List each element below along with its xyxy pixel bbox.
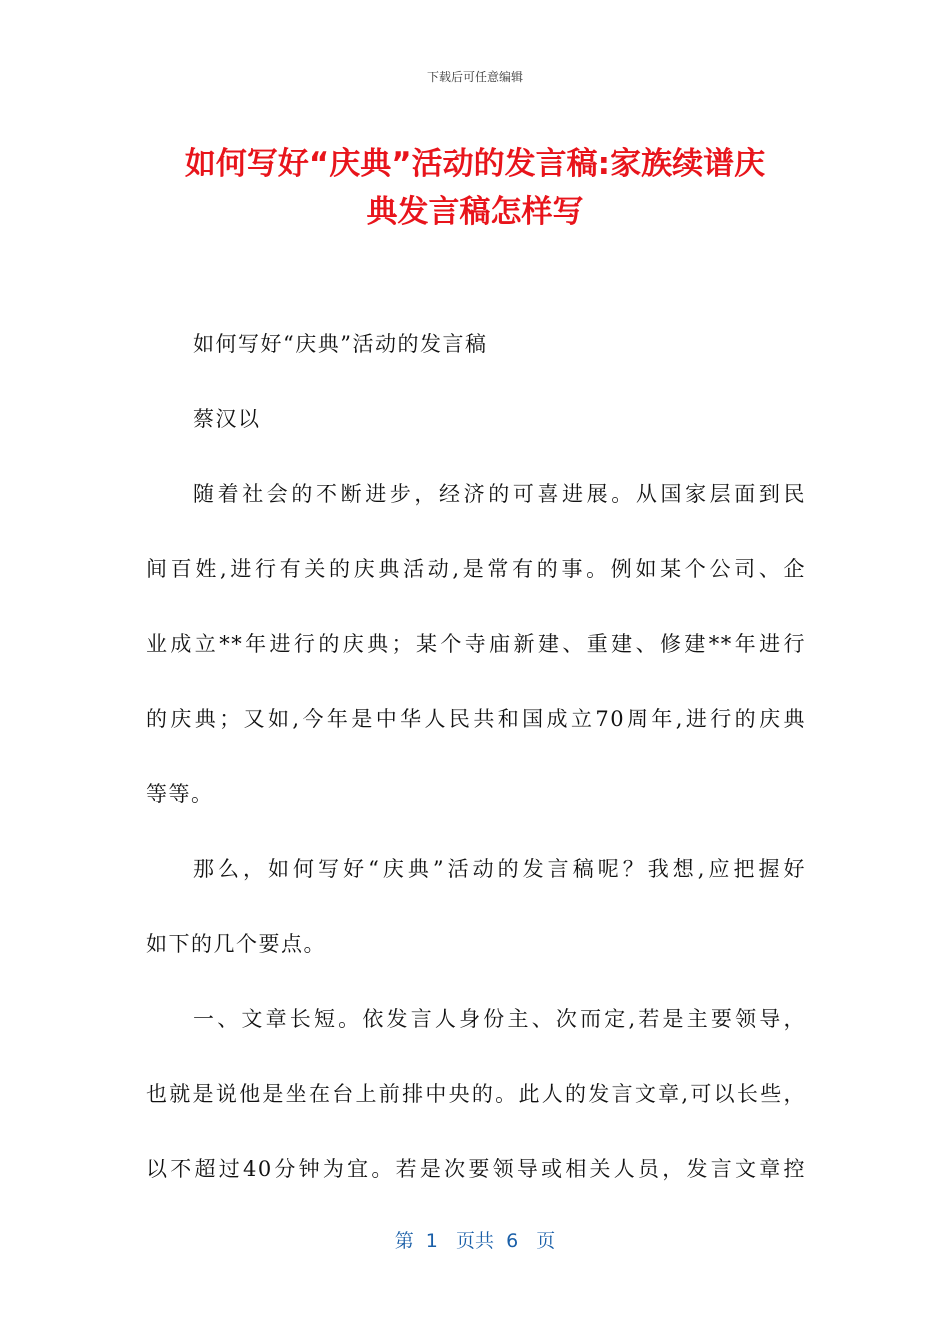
author-line: 蔡汉以 xyxy=(193,407,261,431)
title-line-1: 如何写好“庆典”活动的发言稿:家族续谱庆 xyxy=(184,146,766,182)
document-title xyxy=(120,140,830,236)
paragraph-line: 一、文章长短。依发言人身份主、次而定,若是主要领导， xyxy=(193,1007,806,1031)
paragraph-line: 业成立**年进行的庆典；某个寺庙新建、重建、修建**年进行 xyxy=(146,632,806,656)
paragraph-line: 间百姓,进行有关的庆典活动,是常有的事。例如某个公司、企 xyxy=(146,557,806,581)
paragraph-line: 以不超过40分钟为宜。若是次要领导或相关人员，发言文章控 xyxy=(146,1157,806,1181)
paragraph-line: 那么，如何写好“庆典”活动的发言稿呢？我想,应把握好 xyxy=(193,857,806,881)
paragraph-line: 如下的几个要点。 xyxy=(146,932,326,956)
paragraph-line: 的庆典；又如,今年是中华人民共和国成立70周年,进行的庆典 xyxy=(146,707,806,731)
title-line-2: 典发言稿怎样写 xyxy=(366,194,584,230)
paragraph-line: 等等。 xyxy=(146,782,214,806)
document-body xyxy=(146,314,806,1214)
paragraph-line: 也就是说他是坐在台上前排中央的。此人的发言文章,可以长些， xyxy=(146,1082,806,1106)
paragraph-line: 随着社会的不断进步，经济的可喜进展。从国家层面到民 xyxy=(193,482,806,506)
page-number-footer: 第 1 页共 6 页 xyxy=(394,1230,556,1252)
page-header-note: 下载后可任意编辑 xyxy=(426,70,523,84)
subtitle-line: 如何写好“庆典”活动的发言稿 xyxy=(193,332,488,356)
